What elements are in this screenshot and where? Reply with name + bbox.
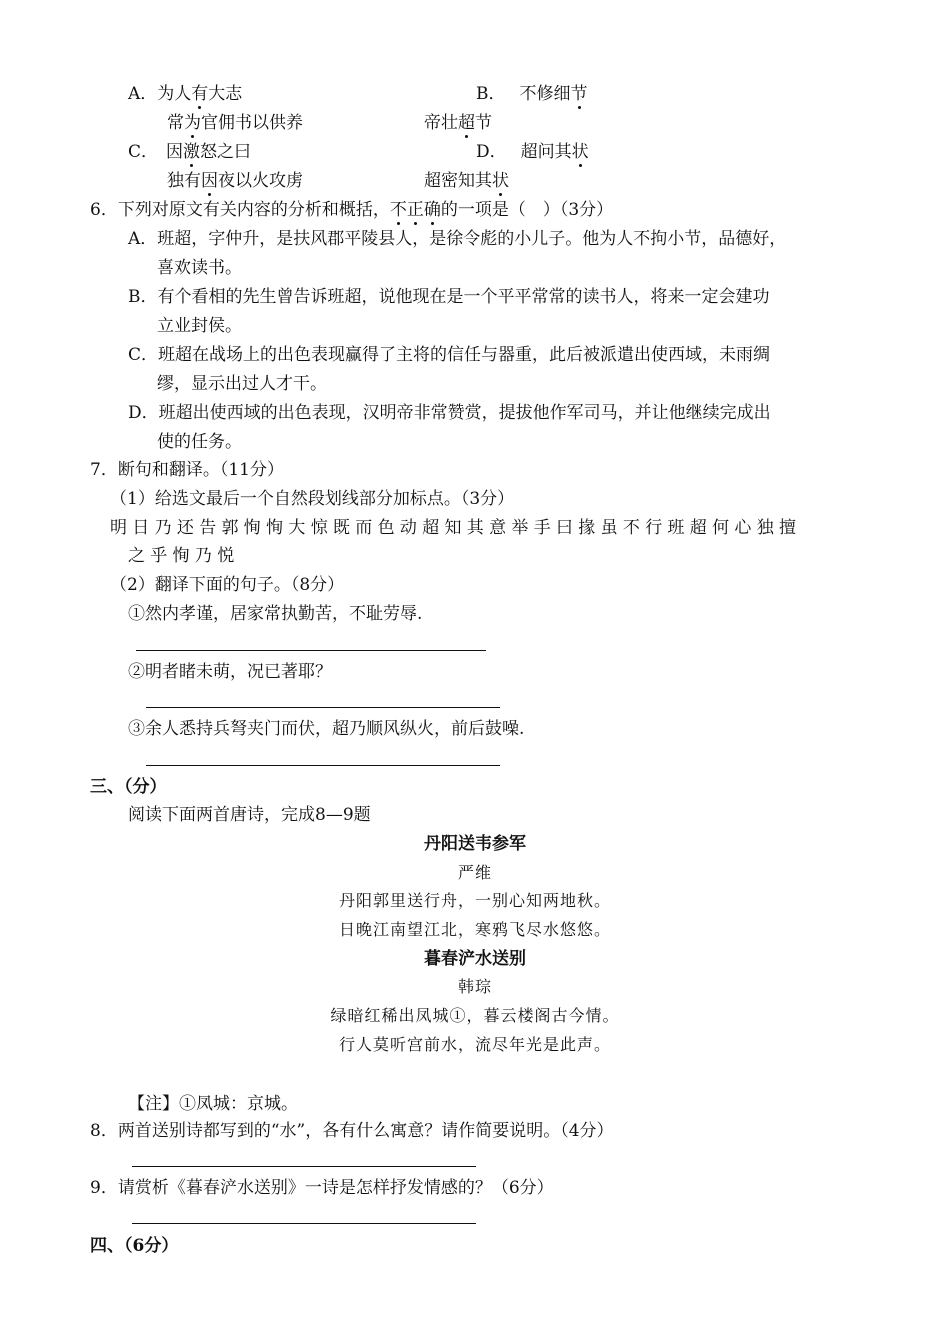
answer-line-q9[interactable] (132, 1223, 476, 1224)
emphasis-dot-char: 状 (492, 171, 509, 191)
poem-note: 【注】①凤城：京城。 (128, 1094, 298, 1114)
q6-stem: 6．下列对原文有关内容的分析和概括，不正确的一项是（ ）（3分） (90, 200, 614, 220)
q8-stem: 8．两首送别诗都写到的“水”，各有什么寓意？请作简要说明。（4分） (90, 1121, 614, 1141)
emphasis-dot-char: 有 (191, 84, 209, 104)
emphasis-dot-char: 为 (184, 113, 201, 133)
q7-stem: 7．断句和翻译。（11分） (90, 460, 284, 480)
q5-option-b-line1: B． 不修细节 (476, 84, 588, 104)
q7-sentence-3: ③余人悉持兵弩夹门而伏，超乃顺风纵火，前后鼓噪. (128, 719, 525, 739)
q5-option-b-line2: 帝壮超节 (424, 113, 492, 133)
q5-option-a-line1: A．为人有大志 (128, 84, 243, 104)
q7-part2: （2）翻译下面的句子。（8分） (110, 575, 345, 595)
q7-passage-line1: 明日乃还告郭恂恂大惊既而色动超知其意举手曰掾虽不行班超何心独擅 (110, 518, 802, 538)
section-4-heading: 四、（6分） (90, 1236, 179, 1256)
emphasis-dot-char: 超 (458, 113, 475, 133)
q6-option-b-line2: 立业封侯。 (157, 316, 242, 336)
section-3-heading: 三、（分） (90, 777, 167, 797)
answer-line-q7-1[interactable] (136, 650, 486, 651)
q7-part1: （1）给选文最后一个自然段划线部分加标点。（3分） (110, 489, 515, 509)
section-3-intro: 阅读下面两首唐诗，完成8—9题 (128, 805, 371, 825)
q5-option-c-line1: C． 因激怒之曰 (128, 142, 252, 162)
q7-passage-line2: 之乎恂乃悦 (128, 546, 240, 566)
q5-option-a-line2: 常为官佣书以供养 (167, 113, 303, 133)
answer-line-q7-2[interactable] (146, 707, 500, 708)
poem2-line1: 绿暗红稀出凤城①，暮云楼阁古今情。 (330, 1006, 620, 1025)
q5-option-d-line2: 超密知其状 (424, 171, 509, 191)
q6-option-d-line2: 使的任务。 (157, 432, 242, 452)
q6-option-a-line2: 喜欢读书。 (157, 258, 242, 278)
emphasis-dot-char: 因 (201, 171, 218, 191)
poem2-author: 韩琮 (457, 977, 492, 996)
emphasis-dot-char: 确 (423, 200, 441, 220)
emphasis-dot-char: 正 (406, 200, 424, 220)
poem2-title: 暮春浐水送别 (424, 949, 526, 969)
q5-option-c-line2: 独有因夜以火攻虏 (167, 171, 303, 191)
q6-option-a-line1: A．班超，字仲升，是扶风郡平陵县人，是徐令彪的小儿子。他为人不拘小节，品德好， (128, 229, 787, 249)
answer-line-q8[interactable] (132, 1166, 476, 1167)
poem1-title: 丹阳送韦参军 (424, 834, 526, 854)
q5-option-d-line1: D． 超问其状 (476, 142, 589, 162)
q6-option-b-line1: B．有个看相的先生曾告诉班超，说他现在是一个平平常常的读书人，将来一定会建功 (128, 287, 770, 307)
poem1-author: 严维 (457, 863, 492, 882)
poem2-line2: 行人莫听宫前水，流尽年光是此声。 (338, 1035, 611, 1054)
q6-option-c-line2: 缪，显示出过人才干。 (157, 374, 327, 394)
emphasis-dot-char: 状 (571, 142, 589, 162)
answer-line-q7-3[interactable] (146, 765, 500, 766)
emphasis-dot-char: 不 (389, 200, 407, 220)
q7-sentence-2: ②明者睹未萌，况已著耶？ (128, 662, 332, 682)
poem1-line2: 日晚江南望江北，寒鸦飞尽水悠悠。 (338, 920, 611, 939)
poem1-line1: 丹阳郭里送行舟，一别心知两地秋。 (338, 891, 611, 910)
emphasis-dot-char: 节 (570, 84, 588, 104)
q7-sentence-1: ①然内孝谨，居家常执勤苦，不耻劳辱. (128, 604, 423, 624)
emphasis-dot-char: 激 (183, 142, 201, 162)
q6-option-d-line1: D．班超出使西域的出色表现，汉明帝非常赞赏，提拔他作军司马，并让他继续完成出 (128, 403, 771, 423)
q9-stem: 9．请赏析《暮春浐水送别》一诗是怎样抒发情感的？（6分） (90, 1178, 554, 1198)
q6-option-c-line1: C．班超在战场上的出色表现赢得了主将的信任与器重，此后被派遣出使西域，未雨绸 (128, 345, 771, 365)
